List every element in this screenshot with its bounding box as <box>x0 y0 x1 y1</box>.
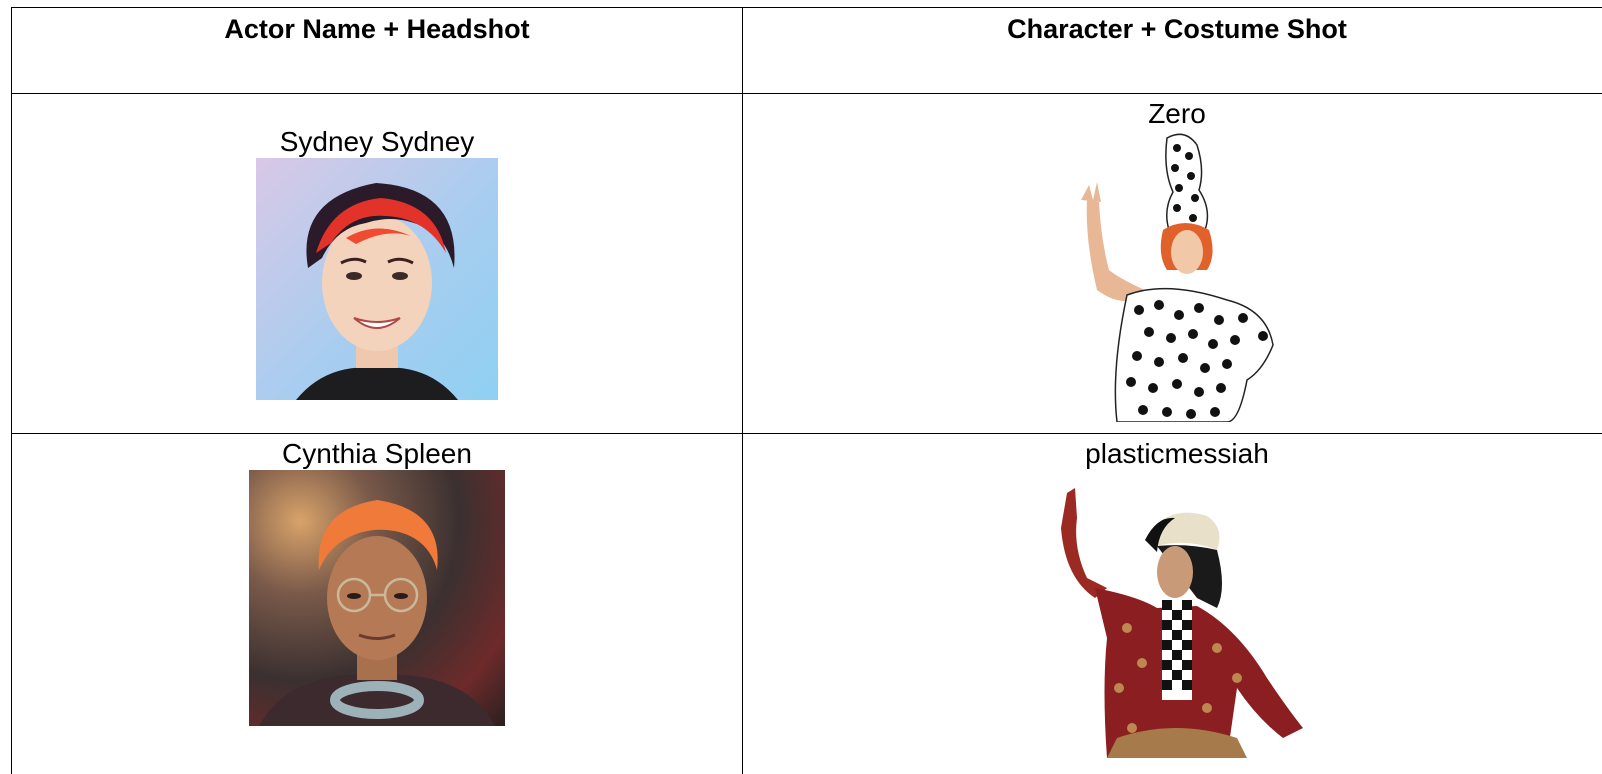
table-row <box>12 434 1602 774</box>
header-row <box>12 8 1602 94</box>
cast-table <box>11 7 1602 774</box>
headshot-photo <box>256 158 498 400</box>
costume-photo <box>1047 488 1307 758</box>
polka-dot-costume-icon <box>1067 130 1287 422</box>
actor-name: Cynthia Spleen <box>282 438 472 469</box>
brocade-jacket-costume-icon <box>1047 488 1307 758</box>
character-name: Zero <box>1148 98 1206 129</box>
header-character <box>743 8 1602 94</box>
header-actor-label: Actor Name + Headshot <box>224 14 530 44</box>
person-headshot-icon <box>249 470 505 726</box>
character-cell <box>743 94 1602 434</box>
header-character-label: Character + Costume Shot <box>1007 14 1347 44</box>
actor-name: Sydney Sydney <box>279 126 475 157</box>
actor-cell <box>12 94 743 434</box>
character-name: plasticmessiah <box>1085 438 1269 469</box>
table-row <box>12 94 1602 434</box>
person-headshot-icon <box>256 158 498 400</box>
character-cell <box>743 434 1602 774</box>
headshot-photo <box>249 470 505 726</box>
costume-photo <box>1067 130 1287 422</box>
header-actor <box>12 8 743 94</box>
actor-cell <box>12 434 743 774</box>
